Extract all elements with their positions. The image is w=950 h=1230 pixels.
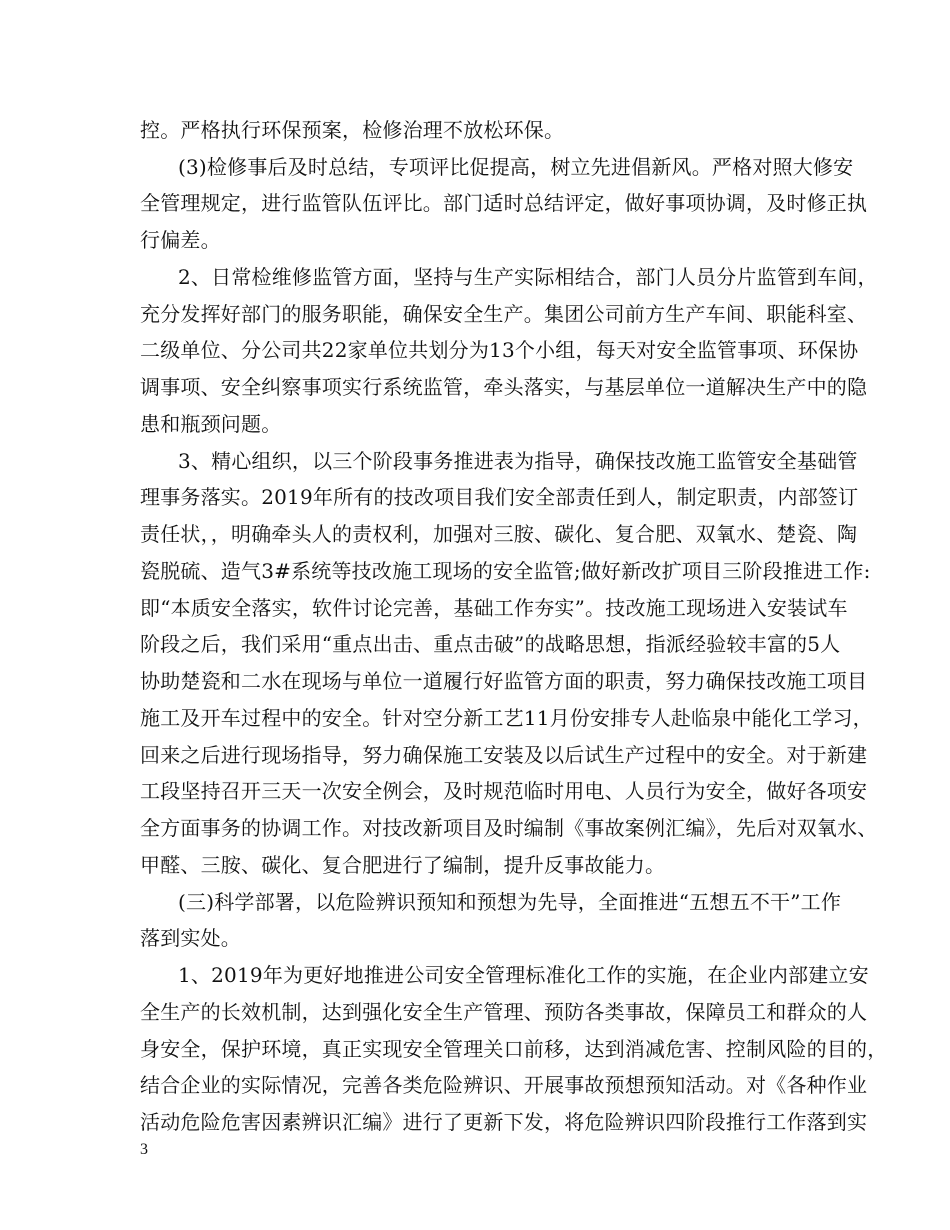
text-line: 身安全，保护环境，真正实现安全管理关口前移，达到消减危害、控制风险的目的， bbox=[140, 1037, 888, 1061]
text-line: 患和瓶颈问题。 bbox=[140, 412, 282, 436]
text-line: 阶段之后，我们采用“重点出击、重点击破”的战略思想，指派经验较丰富的5人 bbox=[140, 632, 841, 656]
text-line: 责任状，，明确牵头人的责权利，加强对三胺、碳化、复合肥、双氧水、楚瓷、陶 bbox=[140, 522, 858, 546]
text-line: 结合企业的实际情况，完善各类危险辨识、开展事故预想预知活动。对《各种作业 bbox=[140, 1073, 868, 1097]
text-line: 瓷脱硫、造气3#系统等技改施工现场的安全监管;做好新改扩项目三阶段推进工作: bbox=[140, 559, 871, 583]
text-line: 全生产的长效机制，达到强化安全生产管理、预防各类事故，保障员工和群众的人 bbox=[140, 1000, 868, 1024]
text-line: 活动危险危害因素辨识汇编》进行了更新下发，将危险辨识四阶段推行工作落到实 bbox=[140, 1110, 868, 1134]
text-line: 调事项、安全纠察事项实行系统监管，牵头落实，与基层单位一道解决生产中的隐 bbox=[140, 375, 868, 399]
text-line: 施工及开车过程中的安全。针对空分新工艺11月份安排专人赴临泉中能化工学习， bbox=[140, 706, 873, 730]
text-line: (三)科学部署，以危险辨识预知和预想为先导，全面推进“五想五不干”工作 bbox=[178, 890, 842, 914]
text-line: (3)检修事后及时总结，专项评比促提高，树立先进倡新风。严格对照大修安 bbox=[178, 155, 854, 179]
text-line: 充分发挥好部门的服务职能，确保安全生产。集团公司前方生产车间、职能科室、 bbox=[140, 302, 868, 326]
text-line: 理事务落实。2019年所有的技改项目我们安全部责任到人，制定职责，内部签订 bbox=[140, 485, 859, 509]
text-line: 全管理规定，进行监管队伍评比。部门适时总结评定，做好事项协调，及时修正执 bbox=[140, 191, 868, 215]
text-line: 3、精心组织，以三个阶段事务推进表为指导，确保技改施工监管安全基础管 bbox=[178, 449, 858, 473]
text-line: 甲醛、三胺、碳化、复合肥进行了编制，提升反事故能力。 bbox=[140, 853, 666, 877]
text-line: 工段坚持召开三天一次安全例会，及时规范临时用电、人员行为安全，做好各项安 bbox=[140, 779, 868, 803]
text-line: 即“本质安全落实，软件讨论完善，基础工作夯实”。技改施工现场进入安装试车 bbox=[140, 596, 848, 620]
text-line: 落到实处。 bbox=[140, 926, 241, 950]
text-line: 1、2019年为更好地推进公司安全管理标准化工作的实施，在企业内部建立安 bbox=[178, 963, 869, 987]
text-line: 协助楚瓷和二水在现场与单位一道履行好监管方面的职责，努力确保技改施工项目 bbox=[140, 669, 868, 693]
text-line: 全方面事务的协调工作。对技改新项目及时编制《事故案例汇编》，先后对双氧水、 bbox=[140, 816, 878, 840]
page-number: 3 bbox=[140, 1141, 148, 1158]
text-line: 回来之后进行现场指导，努力确保施工安装及以后试生产过程中的安全。对于新建 bbox=[140, 743, 868, 767]
text-line: 2、日常检维修监管方面，坚持与生产实际相结合，部门人员分片监管到车间， bbox=[178, 265, 878, 289]
text-line: 行偏差。 bbox=[140, 228, 221, 252]
text-line: 二级单位、分公司共22家单位共划分为13个小组，每天对安全监管事项、环保协 bbox=[140, 338, 859, 362]
text-line: 控。严格执行环保预案，检修治理不放松环保。 bbox=[140, 118, 565, 142]
